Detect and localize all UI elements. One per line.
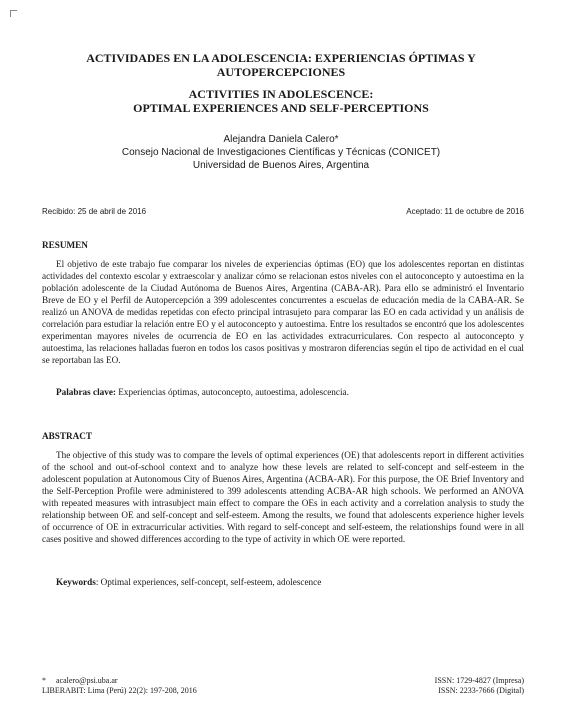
english-title-line-1: ACTIVITIES IN ADOLESCENCE:: [188, 87, 374, 101]
abstract-keywords: [56, 576, 524, 588]
author-email: acalero@psi.uba.ar: [56, 676, 118, 685]
english-title-line-2: OPTIMAL EXPERIENCES AND SELF-PERCEPTIONS: [133, 101, 429, 115]
journal-citation: LIBERABIT: Lima (Perú) 22(2): 197-208, 2016: [42, 686, 197, 695]
received-date: Recibido: 25 de abril de 2016: [42, 207, 147, 216]
resumen-heading: RESUMEN: [42, 240, 88, 250]
resumen-text: El objetivo de este trabajo fue comparar los niveles de experiencias óptimas (EO) que los adolescentes reportan en distintas actividades del contexto escolar y extraescolar y analizar cómo se relacionan estos niveles con el autoconcepto y autoestima en la población adolescente de la Ciudad Autónoma de Buenos Aires, Argentina (CABA-AR). Para ello se administró el Inventario Breve de EO y el Perfil de Autopercepción a 399 adolescentes concurrentes a escuelas de educación media de la CABA-AR. Se realizó un ANOVA de medidas repetidas con efecto principal intrasujeto para comparar las EO en cada actividad y un análisis de correlación para estudiar la relación entre EO y el autoconcepto y autoestima. Entre los resultados se encontró que los adolescentes experimentan mayores niveles de ocurrencia de EO en las actividades extracurriculares. Con respecto al autoconcepto y autoestima, las relaciones halladas fueron en todos los casos positivas y mostraron diferencias según el tipo de actividad en el cual se reportaban las EO.: [42, 259, 524, 365]
abstract-text: The objective of this study was to compare the levels of optimal experiences (OE) that adolescents report in different activities of the school and out-of-school context and to analyze how these levels are related to self-concept and self-esteem in the adolescent population at Autonomous City of Buenos Aires, Argentina (ACBA-AR). For this purpose, the OE Brief Inventory and the Self-Perception Profile were administered to 399 adolescents attending ACBA-AR high schools. We performed an ANOVA with repeated measures with intrasubject main effect to compare the OEs in each activity and a correlation analysis to study the relationship between OE and self-concept and self-esteem. Among the results, we found that adolescents experience higher levels of occurrence of OE in extracurricular activities. With regard to self-concept and self-esteem, the relationships found were in all cases positive and showed differences according to the type of activity in which OE were reported.: [42, 450, 524, 544]
abstract-heading: ABSTRACT: [42, 431, 93, 441]
resumen-keywords-label: Palabras clave:: [56, 387, 116, 397]
affiliation-uba: Universidad de Buenos Aires, Argentina: [192, 160, 370, 171]
footnote-mark: *: [42, 676, 46, 685]
affiliation-conicet: Consejo Nacional de Investigaciones Científicas y Técnicas (CONICET): [121, 147, 441, 158]
spanish-title-line-1: ACTIVIDADES EN LA ADOLESCENCIA: EXPERIENCIAS ÓPTIMAS Y: [86, 51, 476, 65]
author-name: Alejandra Daniela Calero*: [223, 134, 339, 145]
issn-print: ISSN: 1729-4827 (Impresa): [434, 676, 524, 685]
accepted-date: Aceptado: 11 de octubre de 2016: [406, 207, 524, 216]
footnote: [42, 676, 197, 686]
english-title: [40, 87, 522, 115]
author-block: [40, 133, 522, 172]
spanish-title-line-2: AUTOPERCEPCIONES: [216, 65, 346, 79]
spanish-title: [40, 51, 522, 79]
issn-digital: ISSN: 2233-7666 (Digital): [438, 686, 524, 695]
crop-mark-icon: [10, 10, 17, 17]
abstract-keywords-list: : Optimal experiences, self-concept, self-esteem, adolescence: [95, 577, 322, 587]
abstract-keywords-label: Keywords: [56, 577, 96, 587]
resumen-keywords-list: Experiencias óptimas, autoconcepto, autoestima, adolescencia.: [115, 387, 349, 397]
footer-left: [42, 676, 197, 696]
footer-right: [435, 676, 524, 696]
resumen-keywords: [56, 386, 524, 398]
